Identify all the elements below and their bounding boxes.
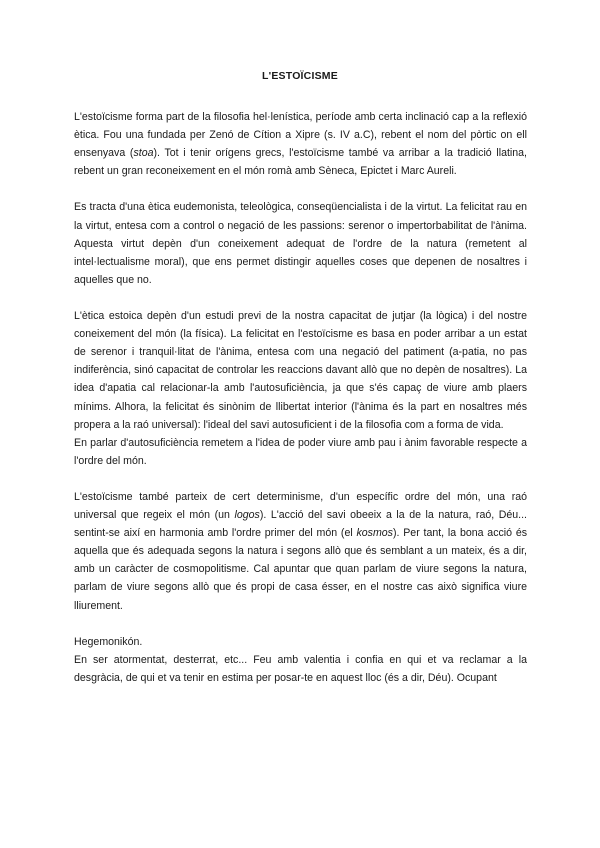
term-stoa: stoa: [133, 147, 154, 160]
page-title: L'ESTOÏCISME: [262, 70, 338, 82]
paragraph-intro-text-2: ). Tot i tenir orígens grecs, l'estoïcisme també va arribar a la tradició llatina, rebent un gran reconeixement en el món romà amb Sèneca, Epictet i Marc Aureli.: [74, 147, 527, 178]
paragraph-determinism: [74, 488, 527, 615]
paragraph-determinism-text-1: L'estoïcisme també parteix de cert determinisme, d'un específic ordre del món, una raó universal que regeix el món (un: [74, 490, 527, 522]
paragraph-determinism-text-3: ). Per tant, la bona acció és aquella que és adequada segons la natura i segons allò que és semblant a un mateix, és a dir, amb un caràcter de cosmopolitisme. Cal apuntar que quan parlam de viure segons la natura, parlam de viure segons allò que és propi de casa ésser, en el nostre cas això significa viure lliurement.: [74, 527, 528, 612]
paragraph-intro: [74, 108, 527, 180]
paragraph-ethics: Es tracta d'una ètica eudemonista, teleològica, conseqüencialista i de la virtut. La felicitat rau en la virtut, entesa com a control o negació de les passions: serenor o impertorbabilitat de l'ànima. Aquesta virtut depèn d'un coneixement adequat de l'ordre de la natura (remetent al intel·lectualisme moral), que ens permet distingir aquelles coses que depenen de nosaltres i aquelles que no.: [74, 201, 527, 286]
paragraph-hegemonikon: Hegemonikón.: [74, 635, 143, 648]
paragraph-intro-text-1: L'estoïcisme forma part de la filosofia hel·lenística, període amb certa inclinació cap a la reflexió ètica. Fou una fundada per Zenó de Cítion a Xipre (s. IV a.C), rebent el nom del pòrtic on ell ensenyava (: [74, 111, 527, 160]
term-logos: logos: [234, 509, 260, 522]
paragraph-determinism-text-2: ). L'acció del savi obeeix a la de la natura, raó, Déu... sentint-se així en harmonia amb l'ordre primer del món (el: [74, 509, 527, 540]
paragraph-stoic-ethics: L'ètica estoica depèn d'un estudi previ de la nostra capacitat de jutjar (la lògica) i del nostre coneixement del món (la física). La felicitat en l'estoïcisme es basa en poder arribar a un estat de serenor i tranquil·litat de l'ànima, entesa com una negació del patiment (a-patia, no pas indiferència, sinó capacitat de controlar les reaccions davant allò que no depèn de nosaltres). La idea d'apatia cal relacionar-la amb l'autosuficiència, ja que s'és capaç de viure amb plaers mínims. Alhora, la felicitat és sinònim de llibertat interior (l'ànima és la part en nosaltres més propera a la raó universal): l'ideal del savi autosuficient i de la filosofia com a forma de vida.: [74, 310, 527, 431]
term-kosmos: kosmos: [356, 527, 393, 540]
document-body: [74, 108, 527, 687]
paragraph-exile: En ser atormentat, desterrat, etc... Feu amb valentia i confia en qui et va reclamar a la desgràcia, de qui et va tenir en estima per posar-te en aquest lloc (és a dir, Déu). Ocupant: [74, 653, 527, 684]
paragraph-autosufficiency: En parlar d'autosuficiència remetem a l'idea de poder viure amb pau i ànim favorable respecte a l'ordre del món.: [74, 436, 527, 467]
